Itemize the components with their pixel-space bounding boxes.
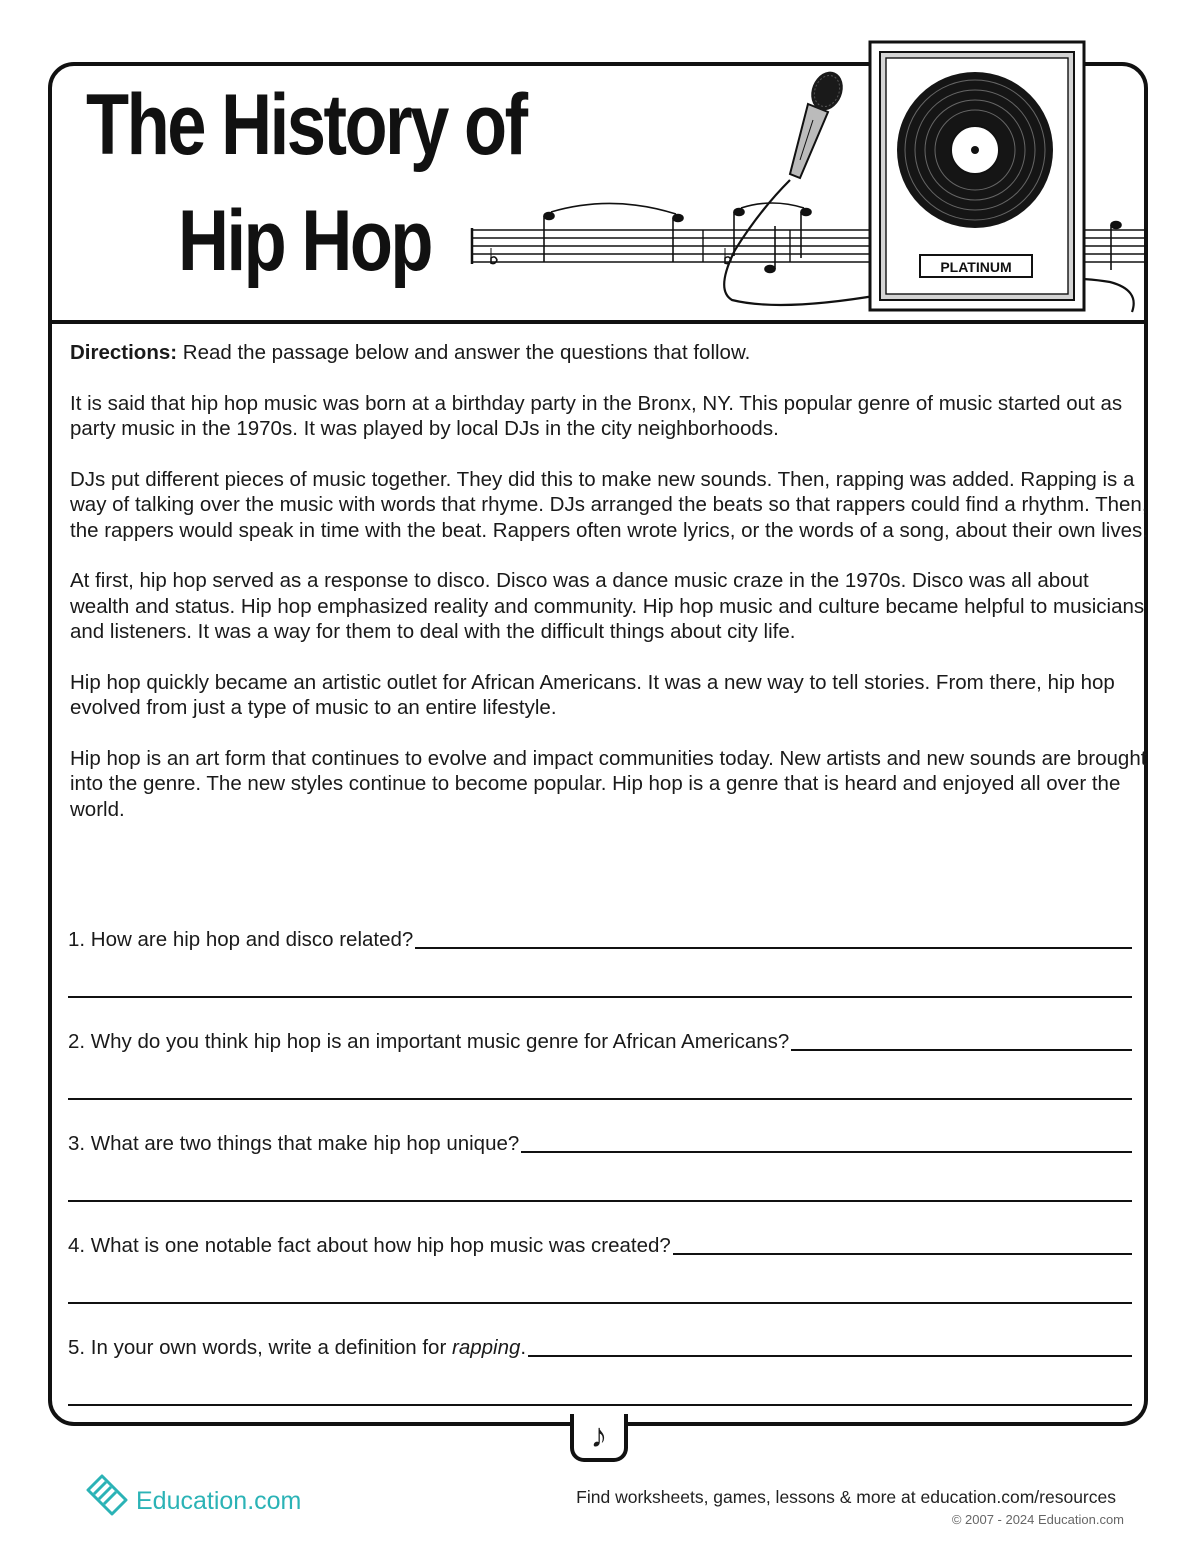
passage-paragraph: At first, hip hop served as a response to disco. Disco was a dance music craze in the 1970s. Disco was all about wealth and status. Hip hop emphasized reality and community. Hip hop music and culture became helpful to musicians and listeners. It was a way for them to deal with the difficult things about city life. — [70, 569, 1145, 643]
passage — [70, 340, 1150, 847]
answer-line[interactable] — [521, 1151, 1132, 1153]
education-logo[interactable] — [82, 1470, 301, 1520]
answer-line[interactable] — [68, 1200, 1132, 1202]
answer-line[interactable] — [68, 1404, 1132, 1406]
answer-line[interactable] — [68, 1302, 1132, 1304]
passage-paragraph: DJs put different pieces of music together. They did this to make new sounds. Then, rapping was added. Rapping is a way of talking over the music with words that rhyme. DJs arranged the beats so that rappers could find a rhythm. Then, the rappers would speak in time with the beat. Rappers often wrote lyrics, or the words of a song, about their own lives. — [70, 467, 1148, 542]
answer-line[interactable] — [791, 1049, 1132, 1051]
question-2 — [68, 1024, 1132, 1126]
question-text-part: 5. In your own words, write a definition for — [68, 1336, 452, 1359]
question-3 — [68, 1126, 1132, 1228]
page-title-line1: The History of — [86, 77, 526, 173]
passage-paragraph: It is said that hip hop music was born at a birthday party in the Bronx, NY. This popular genre of music started out as party music in the 1970s. It was played by local DJs in the city neighborhoods. — [70, 391, 1123, 440]
plaque-label: PLATINUM — [940, 259, 1012, 275]
education-logo-icon — [82, 1470, 132, 1520]
page-title-line2: Hip Hop — [178, 193, 432, 289]
music-note-icon — [570, 1414, 628, 1462]
question-text: 3. What are two things that make hip hop unique? — [68, 1132, 520, 1155]
question-4 — [68, 1228, 1132, 1330]
question-text — [68, 1336, 526, 1360]
answer-line[interactable] — [415, 947, 1132, 949]
vinyl-record-icon — [870, 42, 1084, 310]
music-note-glyph: ♪ — [590, 1417, 608, 1455]
question-text: 1. How are hip hop and disco related? — [68, 928, 414, 951]
question-1 — [68, 922, 1132, 1024]
header-illustration — [0, 0, 1200, 330]
answer-line[interactable] — [673, 1253, 1132, 1255]
directions-text: Read the passage below and answer the questions that follow. — [177, 341, 751, 364]
question-text-italic: rapping — [452, 1336, 521, 1359]
answer-line[interactable] — [68, 996, 1132, 998]
passage-paragraph: Hip hop quickly became an artistic outlet for African Americans. It was a new way to tell stories. From there, hip hop evolved from just a type of music to an entire lifestyle. — [70, 670, 1115, 719]
answer-line[interactable] — [68, 1098, 1132, 1100]
directions — [70, 340, 1150, 366]
footer-tagline: Find worksheets, games, lessons & more at education.com/resources — [576, 1487, 1116, 1507]
logo-text: Education.com — [136, 1487, 302, 1515]
question-text-part: . — [520, 1336, 527, 1359]
footer-copyright: © 2007 - 2024 Education.com — [951, 1512, 1124, 1527]
question-text: 4. What is one notable fact about how hip hop music was created? — [68, 1234, 671, 1257]
question-text: 2. Why do you think hip hop is an important music genre for African Americans? — [68, 1030, 790, 1053]
questions-list — [68, 922, 1132, 1432]
passage-paragraph: Hip hop is an art form that continues to evolve and impact communities today. New artists and new sounds are brought into the genre. The new styles continue to become popular. Hip hop is a genre that is heard and enjoyed all over the world. — [70, 746, 1147, 821]
answer-line[interactable] — [528, 1355, 1132, 1357]
directions-label: Directions: — [70, 341, 178, 364]
